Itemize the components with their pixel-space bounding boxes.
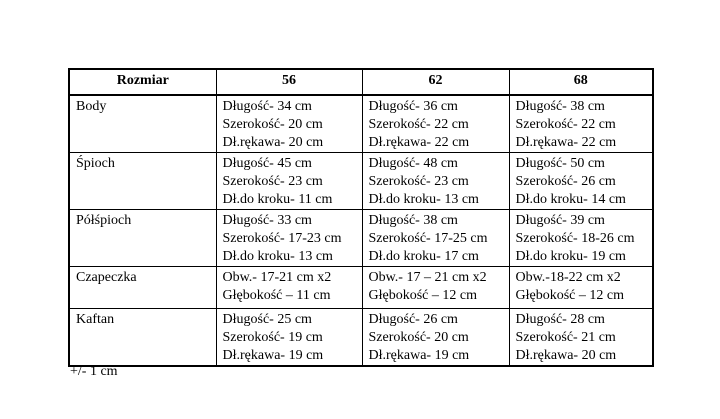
- cell-line: Dł.rękawa- 19 cm: [368, 348, 470, 363]
- cell-body-68: [509, 95, 653, 153]
- table-row-polspioch: [69, 210, 653, 267]
- size-table: [68, 68, 654, 367]
- cell-line: Szerokość- 26 cm: [515, 174, 616, 189]
- cell-polspioch-68: [509, 210, 653, 267]
- cell-line: Długość- 38 cm: [515, 99, 605, 114]
- row-label-czapeczka: Czapeczka: [69, 267, 216, 309]
- cell-line: Długość- 26 cm: [368, 312, 458, 327]
- cell-line: Szerokość- 23 cm: [368, 174, 469, 189]
- cell-line: Szerokość- 23 cm: [222, 174, 323, 189]
- cell-line: Długość- 50 cm: [515, 156, 605, 171]
- cell-czapeczka-62: [362, 267, 509, 309]
- cell-line: Dł.rękawa- 20 cm: [515, 348, 617, 363]
- cell-line: Długość- 39 cm: [515, 213, 605, 228]
- cell-line: Szerokość- 17-23 cm: [222, 231, 342, 246]
- cell-line: Dł.do kroku- 11 cm: [222, 192, 333, 207]
- cell-kaftan-56: [216, 309, 362, 367]
- header-size-56: 56: [216, 69, 362, 95]
- table-row-kaftan: [69, 309, 653, 367]
- cell-line: Szerokość- 22 cm: [368, 117, 469, 132]
- cell-spioch-68: [509, 153, 653, 210]
- cell-line: Długość- 28 cm: [515, 312, 605, 327]
- header-row: [69, 69, 653, 95]
- cell-body-62: [362, 95, 509, 153]
- cell-line: Dł.do kroku- 13 cm: [222, 249, 333, 264]
- row-label-polspioch: Półśpioch: [69, 210, 216, 267]
- cell-line: Dł.do kroku- 13 cm: [368, 192, 479, 207]
- cell-line: Długość- 48 cm: [368, 156, 458, 171]
- cell-czapeczka-68: [509, 267, 653, 309]
- cell-line: Głębokość – 11 cm: [222, 288, 331, 303]
- table-row-body: [69, 95, 653, 153]
- cell-line: Szerokość- 20 cm: [368, 330, 469, 345]
- cell-line: Obw.- 17 – 21 cm x2: [368, 270, 487, 285]
- cell-line: Szerokość- 19 cm: [222, 330, 323, 345]
- cell-line: Długość- 45 cm: [222, 156, 312, 171]
- cell-line: Szerokość- 22 cm: [515, 117, 616, 132]
- cell-line: Dł.do kroku- 14 cm: [515, 192, 626, 207]
- cell-line: Długość- 38 cm: [368, 213, 458, 228]
- cell-polspioch-56: [216, 210, 362, 267]
- cell-line: Obw.- 17-21 cm x2: [222, 270, 332, 285]
- cell-kaftan-62: [362, 309, 509, 367]
- cell-line: Głębokość – 12 cm: [515, 288, 624, 303]
- cell-line: Dł.do kroku- 17 cm: [368, 249, 479, 264]
- cell-line: Szerokość- 17-25 cm: [368, 231, 488, 246]
- cell-line: Dł.rękawa- 19 cm: [222, 348, 324, 363]
- cell-line: Dł.rękawa- 22 cm: [515, 135, 617, 150]
- cell-line: Szerokość- 20 cm: [222, 117, 323, 132]
- cell-line: Dł.rękawa- 20 cm: [222, 135, 324, 150]
- header-size-68: 68: [509, 69, 653, 95]
- cell-line: Dł.do kroku- 19 cm: [515, 249, 626, 264]
- row-label-kaftan: Kaftan: [69, 309, 216, 367]
- cell-line: Długość- 36 cm: [368, 99, 458, 114]
- header-size-62: 62: [362, 69, 509, 95]
- tolerance-note: +/- 1 cm: [70, 364, 118, 379]
- cell-line: Długość- 25 cm: [222, 312, 312, 327]
- cell-spioch-56: [216, 153, 362, 210]
- cell-line: Szerokość- 21 cm: [515, 330, 616, 345]
- cell-body-56: [216, 95, 362, 153]
- cell-polspioch-62: [362, 210, 509, 267]
- header-rozmiar: Rozmiar: [69, 69, 216, 95]
- table-row-spioch: [69, 153, 653, 210]
- cell-line: Głębokość – 12 cm: [368, 288, 477, 303]
- cell-czapeczka-56: [216, 267, 362, 309]
- cell-spioch-62: [362, 153, 509, 210]
- cell-kaftan-68: [509, 309, 653, 367]
- row-label-spioch: Śpioch: [69, 153, 216, 210]
- cell-line: Szerokość- 18-26 cm: [515, 231, 635, 246]
- cell-line: Obw.-18-22 cm x2: [515, 270, 621, 285]
- cell-line: Długość- 34 cm: [222, 99, 312, 114]
- row-label-body: Body: [69, 95, 216, 153]
- cell-line: Długość- 33 cm: [222, 213, 312, 228]
- table-row-czapeczka: [69, 267, 653, 309]
- cell-line: Dł.rękawa- 22 cm: [368, 135, 470, 150]
